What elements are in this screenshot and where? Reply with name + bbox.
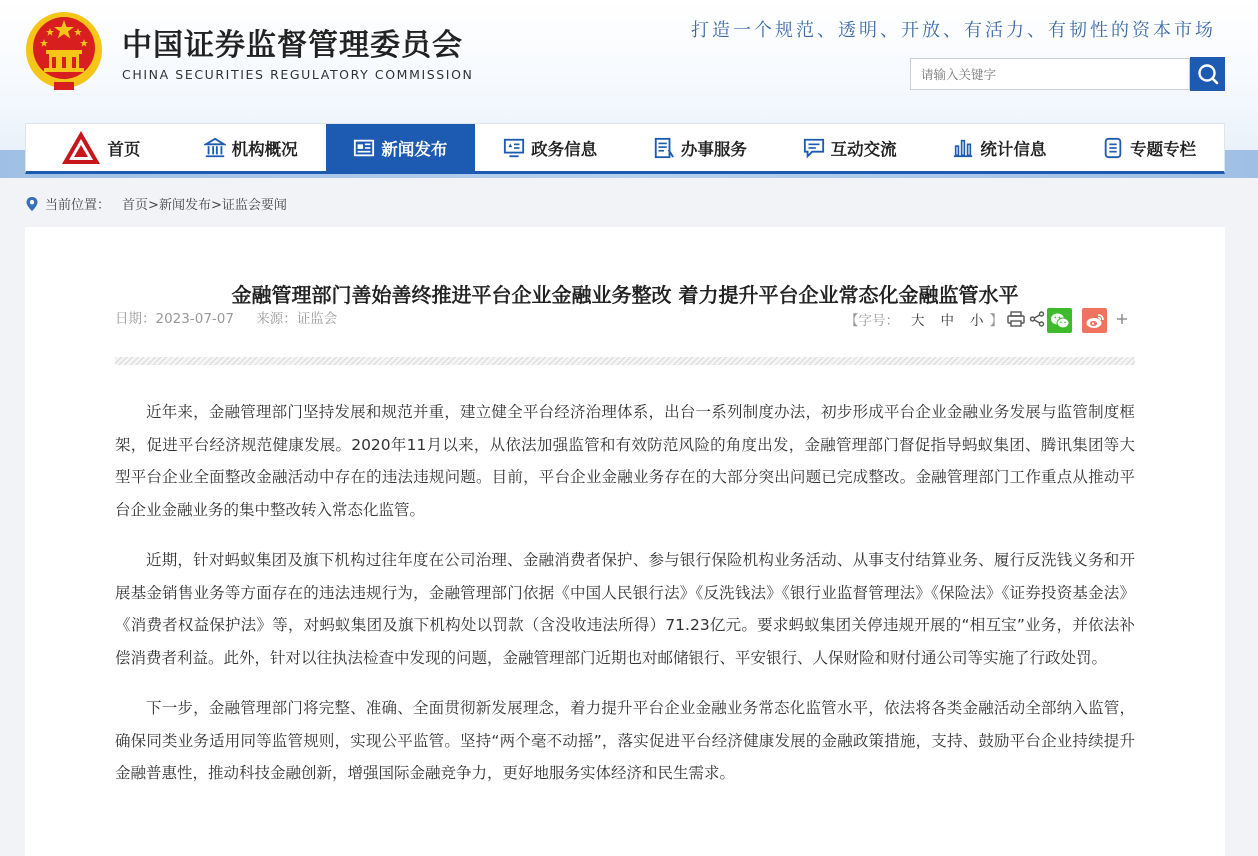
nav-label: 机构概况 xyxy=(231,139,298,159)
national-emblem-icon[interactable] xyxy=(24,10,104,92)
nav-item-about[interactable] xyxy=(176,124,326,171)
document-icon xyxy=(653,137,675,159)
title-divider xyxy=(115,357,1135,365)
font-size-close: 】 xyxy=(989,313,1003,329)
nav-label: 互动交流 xyxy=(830,139,897,159)
nav-item-news[interactable] xyxy=(326,124,476,171)
chat-icon xyxy=(803,137,825,159)
site-slogan: 打造一个规范、透明、开放、有活力、有韧性的资本市场 xyxy=(691,20,1216,41)
search-input[interactable] xyxy=(910,58,1190,90)
nav-item-home[interactable] xyxy=(26,124,176,171)
font-size-small[interactable]: 小 xyxy=(970,313,984,329)
article-card xyxy=(25,227,1225,856)
print-icon xyxy=(1007,311,1025,327)
share-icon xyxy=(1029,311,1045,327)
nav-item-government-info[interactable] xyxy=(475,124,625,171)
font-size-tools xyxy=(845,309,1045,329)
nav-label: 政务信息 xyxy=(531,139,598,159)
article-meta xyxy=(115,307,337,327)
news-icon xyxy=(353,137,375,159)
breadcrumb: 当前位置： 首页>新闻发布>证监会要闻 xyxy=(25,194,287,213)
weibo-icon xyxy=(1085,312,1105,330)
bar-chart-icon xyxy=(952,137,974,159)
weibo-share-button[interactable] xyxy=(1082,308,1107,333)
csrc-logo-icon xyxy=(61,130,101,166)
print-button[interactable] xyxy=(1007,311,1025,327)
list-icon xyxy=(1102,137,1124,159)
article-source: 来源：证监会 xyxy=(256,311,338,327)
nav-item-statistics[interactable] xyxy=(925,124,1075,171)
font-size-label: 【字号： xyxy=(845,313,899,329)
wechat-icon xyxy=(1050,312,1070,330)
article-paragraph: 近期，针对蚂蚁集团及旗下机构过往年度在公司治理、金融消费者保护、参与银行保险机构业务活动、从事支付结算业务、履行反洗钱义务和开展基金销售业务等方面存在的违法违规行为，金融管理部门依据《中国人民银行法》《反洗钱法》《银行业监督管理法》《保险法》《证券投资基金法》《消费者权益保护法》等，对蚂蚁集团及旗下机构处以罚款（含没收违法所得）71.23亿元。要求蚂蚁集团关停违规开展的“相互宝”业务，并依法补偿消费者利益。此外，针对以往执法检查中发现的问题，金融管理部门近期也对邮储银行、平安银行、人保财险和财付通公司等实施了行政处罚。 xyxy=(115,551,1135,667)
location-pin-icon xyxy=(25,196,39,212)
article-paragraph: 下一步，金融管理部门将完整、准确、全面贯彻新发展理念，着力提升平台企业金融业务常态化监管水平，依法将各类金融活动全部纳入监管，确保同类业务适用同等监管规则，实现公平监管。坚持“两个毫不动摇”，落实促进平台经济健康发展的金融政策措施，支持、鼓励平台企业持续提升金融普惠性，推动科技金融创新，增强国际金融竞争力，更好地服务实体经济和民生需求。 xyxy=(115,699,1135,782)
wechat-share-button[interactable] xyxy=(1047,308,1072,333)
presentation-icon xyxy=(503,137,525,159)
site-title-english: CHINA SECURITIES REGULATORY COMMISSION xyxy=(122,67,474,82)
nav-label: 办事服务 xyxy=(680,139,747,159)
nav-label: 新闻发布 xyxy=(381,139,448,159)
nav-item-services[interactable] xyxy=(625,124,775,171)
search-button[interactable] xyxy=(1190,57,1225,91)
search-icon xyxy=(1196,62,1220,86)
article-body xyxy=(115,396,1135,808)
breadcrumb-home[interactable]: 首页 xyxy=(122,198,149,213)
building-icon xyxy=(204,137,226,159)
share-button[interactable] xyxy=(1029,311,1045,327)
font-size-large[interactable]: 大 xyxy=(911,313,925,329)
article-paragraph: 近年来，金融管理部门坚持发展和规范并重，建立健全平台经济治理体系，出台一系列制度办法，初步形成平台企业金融业务发展与监管制度框架，促进平台经济规范健康发展。2020年11月以来，从依法加强监管和有效防范风险的角度出发，金融管理部门督促指导蚂蚁集团、腾讯集团等大型平台企业全面整改金融活动中存在的违法违规问题。目前，平台企业金融业务存在的大部分突出问题已完成整改。金融管理部门工作重点从推动平台企业金融业务的集中整改转入常态化监管。 xyxy=(115,403,1135,519)
font-size-medium[interactable]: 中 xyxy=(940,313,954,329)
breadcrumb-news[interactable]: 新闻发布 xyxy=(158,198,211,213)
plus-icon xyxy=(1116,313,1128,325)
article-title: 金融管理部门善始善终推进平台企业金融业务整改 着力提升平台企业常态化金融监管水平 xyxy=(231,283,1019,307)
site-title-chinese: 中国证券监督管理委员会 xyxy=(122,28,463,63)
breadcrumb-current[interactable]: 证监会要闻 xyxy=(221,198,287,213)
nav-item-interaction[interactable] xyxy=(775,124,925,171)
breadcrumb-label: 当前位置： xyxy=(45,198,111,213)
article-date: 日期：2023-07-07 xyxy=(115,311,234,327)
nav-label: 首页 xyxy=(107,139,141,159)
nav-item-special-topics[interactable] xyxy=(1074,124,1224,171)
more-share-button[interactable] xyxy=(1116,309,1128,330)
nav-label: 统计信息 xyxy=(980,139,1047,159)
main-nav xyxy=(25,123,1225,174)
nav-label: 专题专栏 xyxy=(1130,139,1197,159)
